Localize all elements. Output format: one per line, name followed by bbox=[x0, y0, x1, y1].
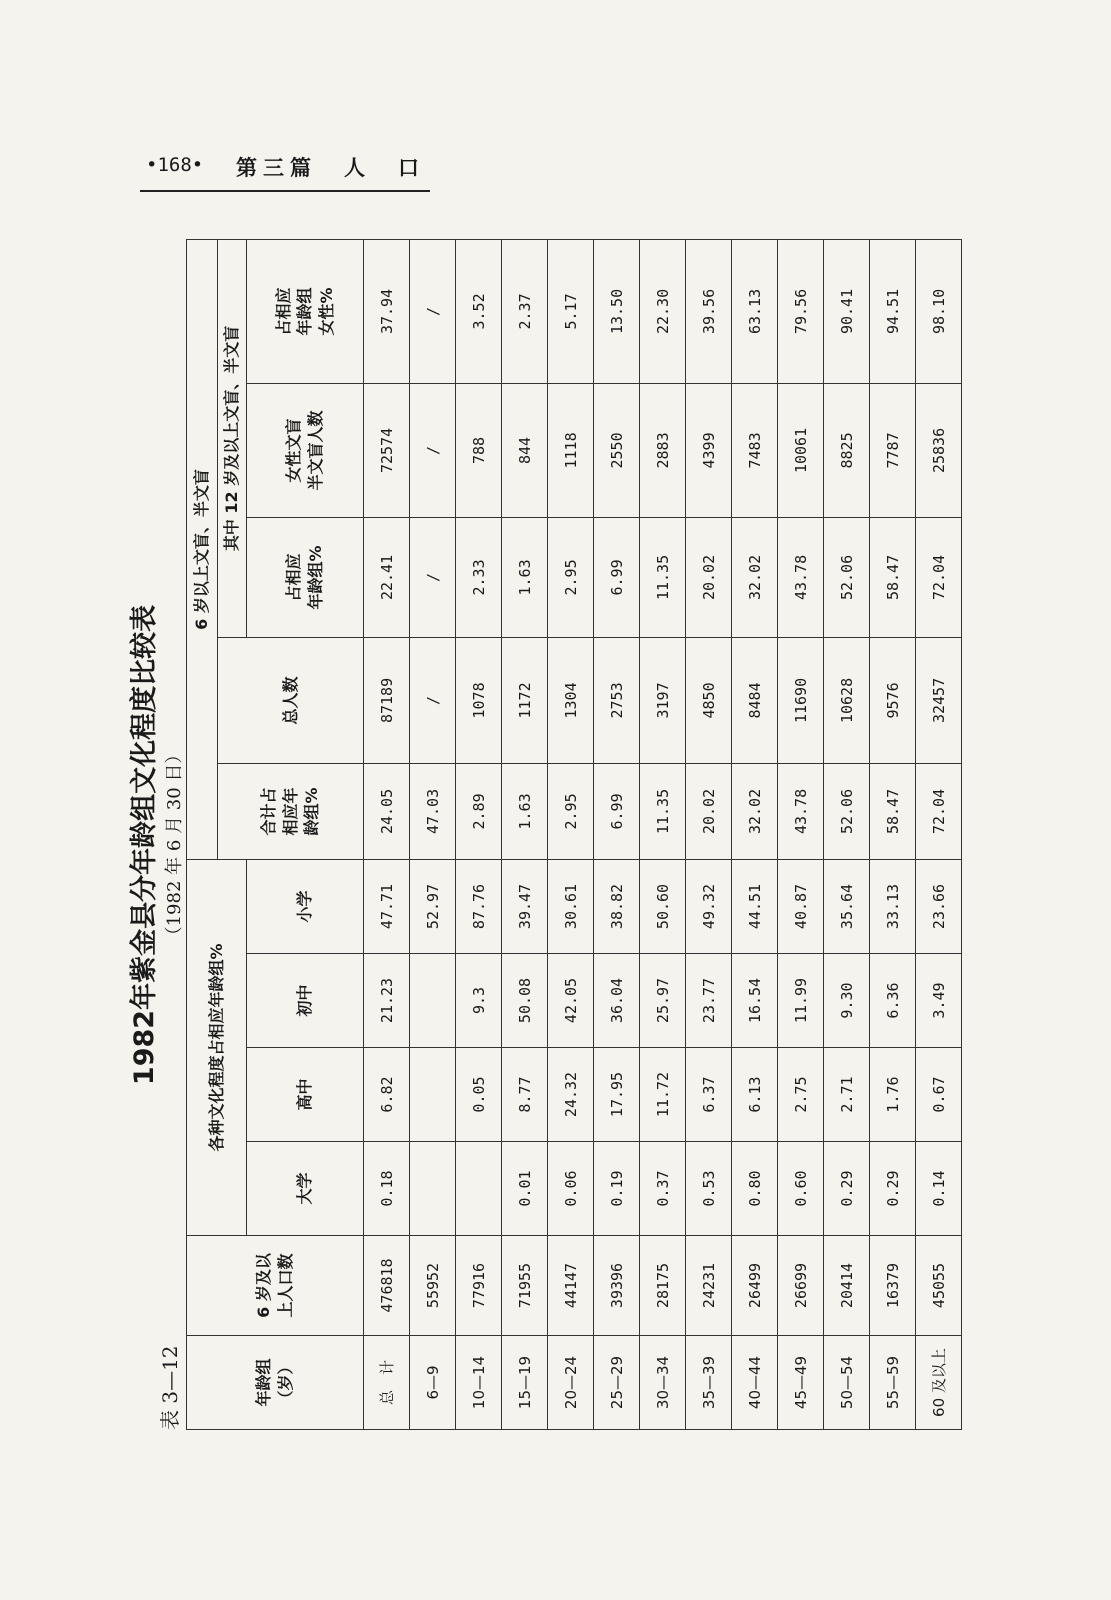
cell-total-pct: 58.47 bbox=[870, 763, 916, 859]
cell-total-pct: 43.78 bbox=[778, 763, 824, 859]
cell-age-group: 50—54 bbox=[824, 1336, 870, 1430]
cell-female-count: 4399 bbox=[686, 383, 732, 517]
table-row bbox=[732, 239, 778, 1429]
cell-female-pct: 13.50 bbox=[594, 239, 640, 383]
cell-primary: 50.60 bbox=[640, 859, 686, 953]
cell-total-count: 32457 bbox=[916, 637, 962, 763]
cell-primary: 49.32 bbox=[686, 859, 732, 953]
cell-age-group: 15—19 bbox=[502, 1336, 548, 1430]
cell-over12-pct: 20.02 bbox=[686, 517, 732, 637]
cell-over12-pct: 2.33 bbox=[456, 517, 502, 637]
cell-age-group: 30—34 bbox=[640, 1336, 686, 1430]
cell-high-school: 11.72 bbox=[640, 1048, 686, 1142]
cell-total-count: 3197 bbox=[640, 637, 686, 763]
cell-female-count: 2550 bbox=[594, 383, 640, 517]
cell-over12-pct: 52.06 bbox=[824, 517, 870, 637]
header-population-6plus: 6 岁及以 上人口数 bbox=[187, 1236, 364, 1336]
cell-primary: 44.51 bbox=[732, 859, 778, 953]
cell-primary: 87.76 bbox=[456, 859, 502, 953]
cell-primary: 39.47 bbox=[502, 859, 548, 953]
cell-age-group: 25—29 bbox=[594, 1336, 640, 1430]
cell-population: 55952 bbox=[410, 1236, 456, 1336]
cell-university: 0.18 bbox=[364, 1142, 410, 1236]
header-over12-group: 其中 12 岁及以上文盲、半文盲 bbox=[218, 239, 247, 637]
cell-population: 24231 bbox=[686, 1236, 732, 1336]
cell-population: 20414 bbox=[824, 1236, 870, 1336]
cell-female-count: 7787 bbox=[870, 383, 916, 517]
page-number: •168• bbox=[146, 154, 204, 176]
cell-total-count: 8484 bbox=[732, 637, 778, 763]
table-row bbox=[778, 239, 824, 1429]
cell-university: 0.06 bbox=[548, 1142, 594, 1236]
cell-female-pct: 79.56 bbox=[778, 239, 824, 383]
cell-over12-pct: 22.41 bbox=[364, 517, 410, 637]
cell-total-pct: 32.02 bbox=[732, 763, 778, 859]
cell-population: 28175 bbox=[640, 1236, 686, 1336]
cell-female-count: 72574 bbox=[364, 383, 410, 517]
table-subtitle: （1982 年 6 月 30 日） bbox=[164, 745, 185, 945]
cell-female-pct: 63.13 bbox=[732, 239, 778, 383]
cell-junior-high: 21.23 bbox=[364, 954, 410, 1048]
cell-university: 0.19 bbox=[594, 1142, 640, 1236]
cell-female-pct: 3.52 bbox=[456, 239, 502, 383]
cell-population: 77916 bbox=[456, 1236, 502, 1336]
cell-primary: 23.66 bbox=[916, 859, 962, 953]
cell-population: 71955 bbox=[502, 1236, 548, 1336]
cell-over12-pct: 1.63 bbox=[502, 517, 548, 637]
cell-junior-high: 23.77 bbox=[686, 954, 732, 1048]
cell-total-pct: 11.35 bbox=[640, 763, 686, 859]
cell-junior-high: 11.99 bbox=[778, 954, 824, 1048]
cell-primary: 38.82 bbox=[594, 859, 640, 953]
cell-total-count: 9576 bbox=[870, 637, 916, 763]
cell-population: 26699 bbox=[778, 1236, 824, 1336]
cell-female-pct: / bbox=[410, 239, 456, 383]
cell-female-pct: 37.94 bbox=[364, 239, 410, 383]
cell-junior-high bbox=[410, 954, 456, 1048]
cell-age-group: 55—59 bbox=[870, 1336, 916, 1430]
cell-high-school: 17.95 bbox=[594, 1048, 640, 1142]
cell-university: 0.01 bbox=[502, 1142, 548, 1236]
cell-high-school: 6.13 bbox=[732, 1048, 778, 1142]
cell-age-group: 20—24 bbox=[548, 1336, 594, 1430]
cell-primary: 47.71 bbox=[364, 859, 410, 953]
header-junior-high: 初中 bbox=[247, 954, 364, 1048]
section-title: 第三篇 人 口 bbox=[236, 155, 425, 180]
cell-total-pct: 2.89 bbox=[456, 763, 502, 859]
cell-total-count: 1172 bbox=[502, 637, 548, 763]
cell-age-group: 60 及以上 bbox=[916, 1336, 962, 1430]
cell-high-school bbox=[410, 1048, 456, 1142]
cell-female-pct: 90.41 bbox=[824, 239, 870, 383]
cell-university bbox=[410, 1142, 456, 1236]
cell-over12-pct: 43.78 bbox=[778, 517, 824, 637]
cell-junior-high: 25.97 bbox=[640, 954, 686, 1048]
table-row bbox=[824, 239, 870, 1429]
cell-total-count: 2753 bbox=[594, 637, 640, 763]
cell-female-pct: 2.37 bbox=[502, 239, 548, 383]
cell-high-school: 6.82 bbox=[364, 1048, 410, 1142]
cell-population: 45055 bbox=[916, 1236, 962, 1336]
cell-female-count: 10061 bbox=[778, 383, 824, 517]
cell-total-pct: 52.06 bbox=[824, 763, 870, 859]
table-row bbox=[456, 239, 502, 1429]
header-female-pct: 占相应 年龄组 女性% bbox=[247, 239, 364, 383]
cell-age-group: 6—9 bbox=[410, 1336, 456, 1430]
cell-age-group: 40—44 bbox=[732, 1336, 778, 1430]
table-row bbox=[594, 239, 640, 1429]
header-education-group: 各种文化程度占相应年龄组% bbox=[187, 859, 247, 1235]
cell-junior-high: 9.3 bbox=[456, 954, 502, 1048]
cell-age-group: 35—39 bbox=[686, 1336, 732, 1430]
cell-total-pct: 6.99 bbox=[594, 763, 640, 859]
cell-total-count: 11690 bbox=[778, 637, 824, 763]
rotated-table-region bbox=[110, 220, 948, 1470]
cell-over12-pct: 11.35 bbox=[640, 517, 686, 637]
cell-female-count: 25836 bbox=[916, 383, 962, 517]
cell-over12-pct: 6.99 bbox=[594, 517, 640, 637]
cell-female-count: 1118 bbox=[548, 383, 594, 517]
cell-university: 0.53 bbox=[686, 1142, 732, 1236]
header-age-group: 年龄组 （岁） bbox=[187, 1336, 364, 1430]
cell-female-count: 8825 bbox=[824, 383, 870, 517]
cell-primary: 52.97 bbox=[410, 859, 456, 953]
cell-total-pct: 1.63 bbox=[502, 763, 548, 859]
cell-female-count: 788 bbox=[456, 383, 502, 517]
cell-junior-high: 3.49 bbox=[916, 954, 962, 1048]
cell-high-school: 2.71 bbox=[824, 1048, 870, 1142]
cell-population: 16379 bbox=[870, 1236, 916, 1336]
cell-university: 0.29 bbox=[824, 1142, 870, 1236]
cell-high-school: 0.67 bbox=[916, 1048, 962, 1142]
cell-total-count: 87189 bbox=[364, 637, 410, 763]
cell-female-pct: 39.56 bbox=[686, 239, 732, 383]
cell-total-pct: 72.04 bbox=[916, 763, 962, 859]
header-high-school: 高中 bbox=[247, 1048, 364, 1142]
cell-age-group: 总 计 bbox=[364, 1336, 410, 1430]
cell-total-pct: 24.05 bbox=[364, 763, 410, 859]
header-total-count: 总人数 bbox=[218, 637, 364, 763]
table-row bbox=[686, 239, 732, 1429]
cell-population: 39396 bbox=[594, 1236, 640, 1336]
cell-high-school: 24.32 bbox=[548, 1048, 594, 1142]
cell-junior-high: 6.36 bbox=[870, 954, 916, 1048]
cell-university: 0.60 bbox=[778, 1142, 824, 1236]
cell-age-group: 10—14 bbox=[456, 1336, 502, 1430]
cell-population: 476818 bbox=[364, 1236, 410, 1336]
cell-total-count: 1078 bbox=[456, 637, 502, 763]
cell-over12-pct: / bbox=[410, 517, 456, 637]
cell-female-pct: 98.10 bbox=[916, 239, 962, 383]
cell-high-school: 6.37 bbox=[686, 1048, 732, 1142]
cell-university: 0.29 bbox=[870, 1142, 916, 1236]
table-row bbox=[916, 239, 962, 1429]
cell-university: 0.14 bbox=[916, 1142, 962, 1236]
cell-university: 0.37 bbox=[640, 1142, 686, 1236]
cell-primary: 35.64 bbox=[824, 859, 870, 953]
cell-junior-high: 36.04 bbox=[594, 954, 640, 1048]
cell-female-count: / bbox=[410, 383, 456, 517]
cell-female-count: 7483 bbox=[732, 383, 778, 517]
table-row bbox=[410, 239, 456, 1429]
table-row bbox=[548, 239, 594, 1429]
cell-over12-pct: 2.95 bbox=[548, 517, 594, 637]
table-row bbox=[870, 239, 916, 1429]
cell-junior-high: 9.30 bbox=[824, 954, 870, 1048]
cell-high-school: 2.75 bbox=[778, 1048, 824, 1142]
cell-total-count: / bbox=[410, 637, 456, 763]
page-header bbox=[140, 150, 430, 192]
cell-age-group: 45—49 bbox=[778, 1336, 824, 1430]
cell-total-pct: 20.02 bbox=[686, 763, 732, 859]
cell-total-pct: 2.95 bbox=[548, 763, 594, 859]
cell-population: 44147 bbox=[548, 1236, 594, 1336]
header-university: 大学 bbox=[247, 1142, 364, 1236]
data-table bbox=[186, 239, 962, 1430]
header-primary: 小学 bbox=[247, 859, 364, 953]
cell-total-count: 4850 bbox=[686, 637, 732, 763]
cell-female-count: 844 bbox=[502, 383, 548, 517]
cell-population: 26499 bbox=[732, 1236, 778, 1336]
cell-over12-pct: 58.47 bbox=[870, 517, 916, 637]
table-row bbox=[502, 239, 548, 1429]
cell-primary: 30.61 bbox=[548, 859, 594, 953]
cell-total-count: 10628 bbox=[824, 637, 870, 763]
table-row bbox=[640, 239, 686, 1429]
table-body bbox=[364, 239, 962, 1429]
cell-over12-pct: 32.02 bbox=[732, 517, 778, 637]
header-female-count: 女性文盲 半文盲人数 bbox=[247, 383, 364, 517]
table-row bbox=[364, 239, 410, 1429]
cell-total-count: 1304 bbox=[548, 637, 594, 763]
cell-junior-high: 50.08 bbox=[502, 954, 548, 1048]
cell-high-school: 8.77 bbox=[502, 1048, 548, 1142]
cell-primary: 40.87 bbox=[778, 859, 824, 953]
table-title: 1982年紫金县分年龄组文化程度比较表 bbox=[129, 604, 160, 1086]
cell-female-count: 2883 bbox=[640, 383, 686, 517]
table-label: 表 3—12 bbox=[158, 1345, 182, 1430]
cell-primary: 33.13 bbox=[870, 859, 916, 953]
cell-female-pct: 22.30 bbox=[640, 239, 686, 383]
header-total-pct: 合计占 相应年 龄组% bbox=[218, 763, 364, 859]
cell-high-school: 1.76 bbox=[870, 1048, 916, 1142]
cell-junior-high: 16.54 bbox=[732, 954, 778, 1048]
header-over12-pct: 占相应 年龄组% bbox=[247, 517, 364, 637]
cell-university bbox=[456, 1142, 502, 1236]
cell-female-pct: 5.17 bbox=[548, 239, 594, 383]
cell-female-pct: 94.51 bbox=[870, 239, 916, 383]
cell-junior-high: 42.05 bbox=[548, 954, 594, 1048]
cell-university: 0.80 bbox=[732, 1142, 778, 1236]
cell-high-school: 0.05 bbox=[456, 1048, 502, 1142]
header-illiterate-group: 6 岁以上文盲、半文盲 bbox=[187, 239, 218, 859]
cell-over12-pct: 72.04 bbox=[916, 517, 962, 637]
cell-total-pct: 47.03 bbox=[410, 763, 456, 859]
